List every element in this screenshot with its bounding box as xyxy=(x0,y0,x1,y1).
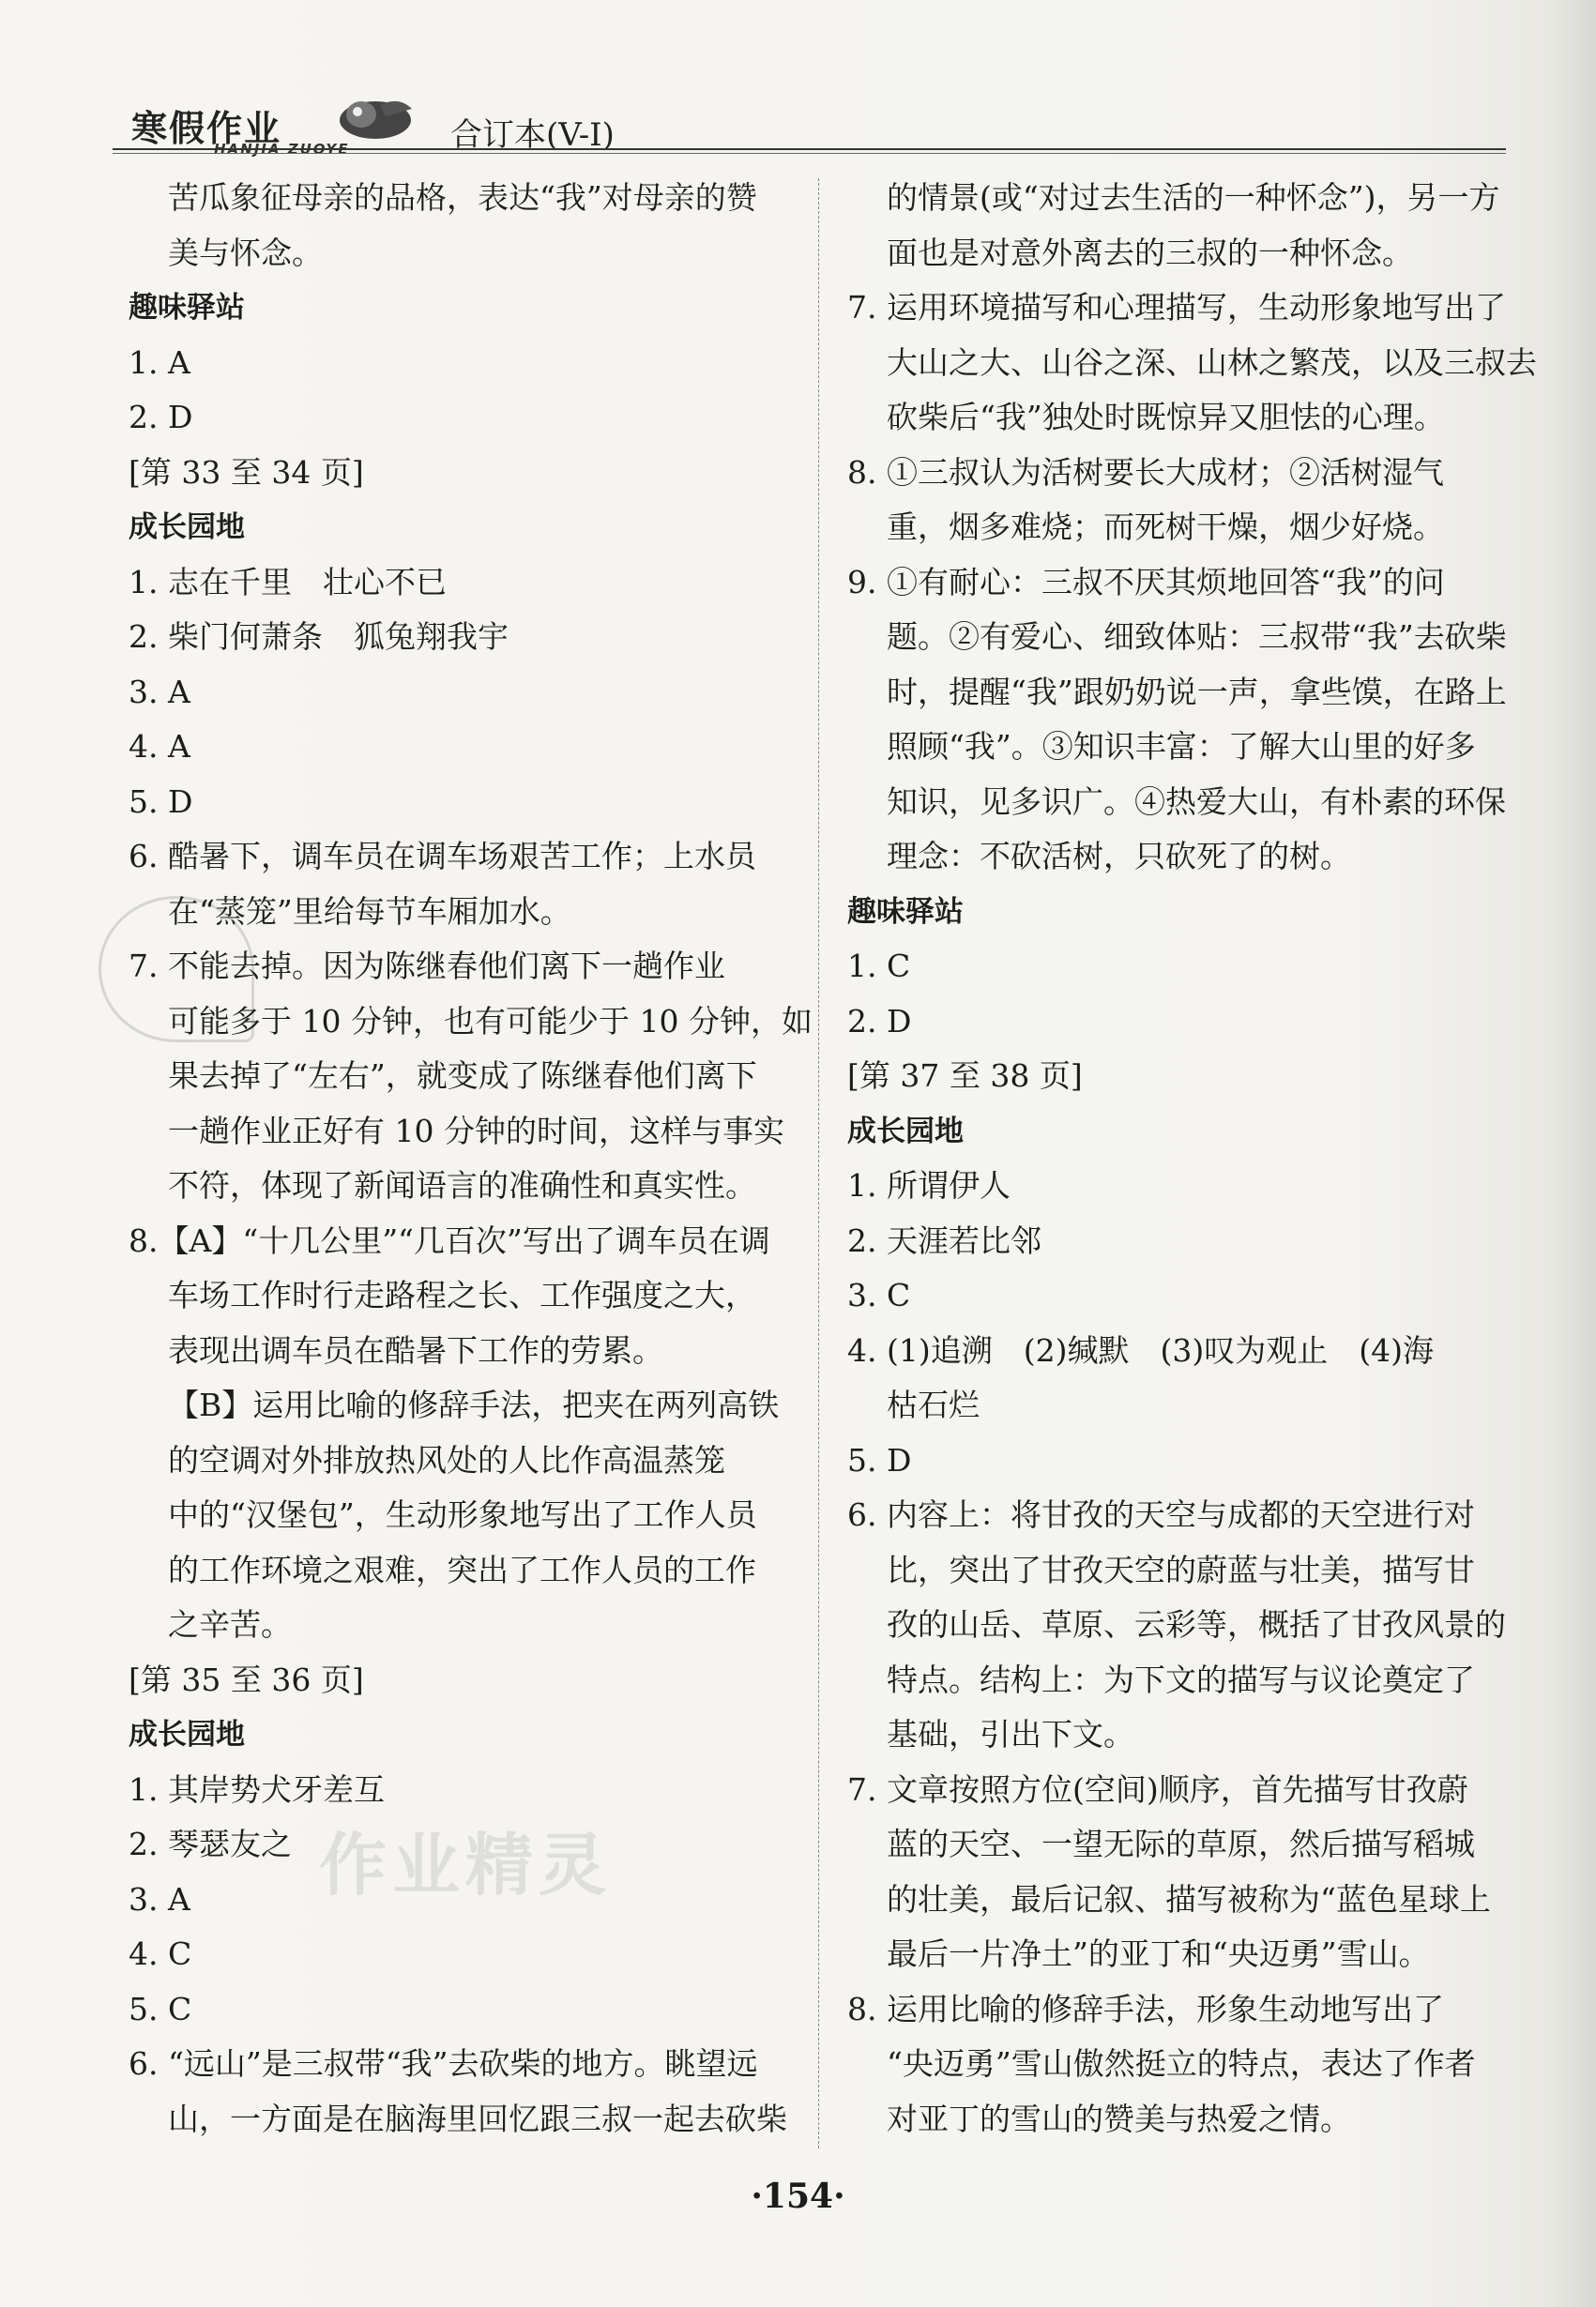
answer-line: 4. C xyxy=(129,1935,192,1972)
answer-line: 果去掉了“左右”，就变成了陈继春他们离下 xyxy=(168,1057,757,1094)
answer-line: 1. C xyxy=(847,948,911,984)
answer-line: 2. 天涯若比邻 xyxy=(847,1222,1041,1259)
section-heading: 趣味驿站 xyxy=(847,894,964,929)
answer-line: 6. 内容上：将甘孜的天空与成都的天空进行对 xyxy=(847,1496,1475,1533)
mascot-logo-icon xyxy=(333,88,418,144)
brand-title: 寒假作业 xyxy=(131,107,282,149)
answer-line: “央迈勇”雪山傲然挺立的特点，表达了作者 xyxy=(887,2045,1476,2082)
watermark: 作业精灵 xyxy=(319,1826,613,1905)
answer-line: 时，提醒“我”跟奶奶说一声，拿些馍，在路上 xyxy=(887,673,1507,710)
answer-line: [第 33 至 34 页] xyxy=(129,453,364,491)
answer-line: 8.【A】“十几公里”“几百次”写出了调车员在调 xyxy=(129,1222,770,1259)
answer-line: 基础，引出下文。 xyxy=(887,1716,1134,1753)
answer-line: 一趟作业正好有 10 分钟的时间，这样与事实 xyxy=(168,1112,784,1149)
answer-line: 在“蒸笼”里给每节车厢加水。 xyxy=(168,892,571,930)
answer-line: 蓝的天空、一望无际的草原，然后描写稻城 xyxy=(887,1826,1475,1862)
answer-line: 7. 不能去掉。因为陈继春他们离下一趟作业 xyxy=(129,948,725,984)
edition-label: 合订本(V-Ⅰ) xyxy=(450,116,615,154)
page-header xyxy=(113,73,1506,158)
answer-line: 苦瓜象征母亲的品格，表达“我”对母亲的赞 xyxy=(168,179,757,216)
answer-line: 3. C xyxy=(847,1277,911,1313)
answer-line: 【B】运用比喻的修辞手法，把夹在两列高铁 xyxy=(168,1387,780,1423)
answer-line: 2. 琴瑟友之 xyxy=(129,1826,292,1862)
answer-line: 题。②有爱心、细致体贴：三叔带“我”去砍柴 xyxy=(887,618,1507,655)
section-heading: 成长园地 xyxy=(129,510,245,544)
answer-line: 表现出调车员在酷暑下工作的劳累。 xyxy=(168,1331,663,1369)
answer-line: 7. 文章按照方位(空间)顺序，首先描写甘孜蔚 xyxy=(847,1770,1468,1808)
answer-line: 知识，见多识广。④热爱大山，有朴素的环保 xyxy=(887,782,1506,820)
answer-line: 9. ①有耐心：三叔不厌其烦地回答“我”的问 xyxy=(847,563,1445,600)
page-number: ·154· xyxy=(751,2177,845,2216)
answer-line: 4. A xyxy=(129,728,190,765)
answer-line: 重，烟多难烧；而死树干燥，烟少好烧。 xyxy=(887,508,1444,545)
answer-line: 面也是对意外离去的三叔的一种怀念。 xyxy=(887,234,1413,271)
answer-line: [第 37 至 38 页] xyxy=(847,1057,1083,1094)
answer-line: 可能多于 10 分钟，也有可能少于 10 分钟，如 xyxy=(168,1002,813,1040)
answer-line: 3. A xyxy=(129,673,190,710)
header-divider-thin xyxy=(113,153,1506,154)
answer-line: 特点。结构上：为下文的描写与议论奠定了 xyxy=(887,1661,1475,1698)
answer-line: 1. 其岸势犬牙差互 xyxy=(129,1770,385,1808)
column-divider xyxy=(818,178,819,2148)
answer-line: 山，一方面是在脑海里回忆跟三叔一起去砍柴 xyxy=(168,2100,787,2137)
answer-line: 理念：不砍活树，只砍死了的树。 xyxy=(887,838,1351,874)
answer-line: 中的“汉堡包”，生动形象地写出了工作人员 xyxy=(168,1496,757,1533)
answer-line: 4. (1)追溯 (2)缄默 (3)叹为观止 (4)海 xyxy=(847,1331,1434,1369)
answer-line: 6. 酷暑下，调车员在调车场艰苦工作；上水员 xyxy=(129,838,756,874)
answer-line: 的壮美，最后记叙、描写被称为“蓝色星球上 xyxy=(887,1880,1491,1918)
answer-line: 之辛苦。 xyxy=(168,1606,292,1643)
answer-line: 5. D xyxy=(129,782,193,820)
answer-line: 砍柴后“我”独处时既惊异又胆怯的心理。 xyxy=(887,399,1445,435)
answer-line: 2. D xyxy=(129,399,193,435)
right-column xyxy=(847,171,1537,2147)
answer-line: 3. A xyxy=(129,1880,190,1918)
brand-subtitle: HANJIA ZUOYE xyxy=(214,141,350,158)
answer-line: 1. A xyxy=(129,343,190,381)
answer-line: 的空调对外排放热风处的人比作高温蒸笼 xyxy=(168,1441,725,1479)
answer-line: 大山之大、山谷之深、山林之繁茂，以及三叔去 xyxy=(887,343,1537,381)
answer-line: 的情景(或“对过去生活的一种怀念”)，另一方 xyxy=(887,179,1500,216)
answer-line: 最后一片净土”的亚丁和“央迈勇”雪山。 xyxy=(887,1935,1430,1972)
answer-line: 1. 志在千里 壮心不已 xyxy=(129,563,447,600)
header-divider xyxy=(113,148,1506,150)
answer-line: 1. 所谓伊人 xyxy=(847,1167,1011,1204)
answer-line: 孜的山岳、草原、云彩等，概括了甘孜风景的 xyxy=(887,1606,1506,1643)
answer-line: 照顾“我”。③知识丰富：了解大山里的好多 xyxy=(887,728,1476,765)
answer-line: 不符，体现了新闻语言的准确性和真实性。 xyxy=(168,1167,756,1204)
answer-line: [第 35 至 36 页] xyxy=(129,1661,364,1698)
answer-line: 美与怀念。 xyxy=(168,234,323,271)
answer-line: 5. C xyxy=(129,1990,192,2027)
answer-line: 车场工作时行走路程之长、工作强度之大， xyxy=(168,1277,756,1313)
answer-line: 枯石烂 xyxy=(887,1387,980,1423)
answer-line: 6. “远山”是三叔带“我”去砍柴的地方。眺望远 xyxy=(129,2045,758,2082)
answer-line: 7. 运用环境描写和心理描写，生动形象地写出了 xyxy=(847,289,1506,326)
answer-line: 对亚丁的雪山的赞美与热爱之情。 xyxy=(887,2100,1351,2137)
section-heading: 成长园地 xyxy=(129,1718,245,1752)
section-heading: 成长园地 xyxy=(847,1114,964,1148)
answer-line: 8. 运用比喻的修辞手法，形象生动地写出了 xyxy=(847,1990,1444,2027)
answer-line: 比，突出了甘孜天空的蔚蓝与壮美，描写甘 xyxy=(887,1551,1475,1588)
answer-line: 的工作环境之艰难，突出了工作人员的工作 xyxy=(168,1551,756,1588)
answer-line: 5. D xyxy=(847,1441,912,1479)
answer-line: 2. 柴门何萧条 狐兔翔我宇 xyxy=(129,618,509,655)
answer-line: 8. ①三叔认为活树要长大成材；②活树湿气 xyxy=(847,453,1444,491)
answer-line: 2. D xyxy=(847,1002,912,1040)
section-heading: 趣味驿站 xyxy=(129,291,245,325)
